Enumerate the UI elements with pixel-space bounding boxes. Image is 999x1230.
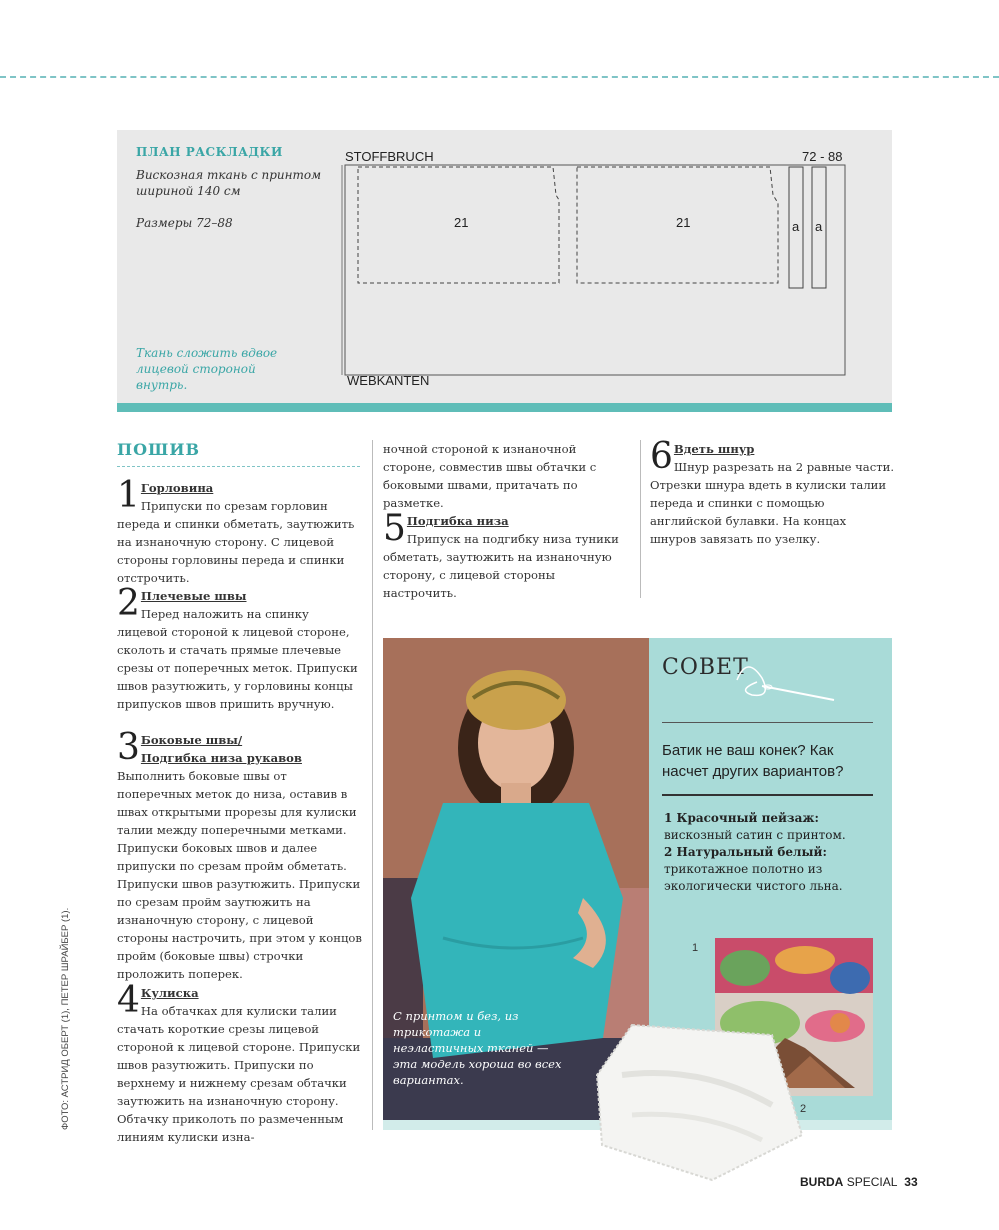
tip-option-1-text: вискозный сатин с принтом. (664, 828, 846, 842)
sewing-title: ПОШИВ (117, 440, 200, 459)
step-text: Шнур разрезать на 2 равные части. Отрезки шнура вдеть в кулиски талии переда и спинки с помощью английской булавки. На концах шнуров завязать по узелку. (650, 460, 895, 546)
magazine-brand: BURDA (800, 1175, 844, 1189)
front-piece-number: 21 (454, 215, 469, 230)
panel-accent-bar (117, 403, 892, 412)
swatch-white-linen (592, 1015, 807, 1185)
back-piece-number: 21 (676, 215, 691, 230)
step-text: Припуск на подгибку низа туники обметать, заутюжить на изнаночную сторону, с лицевой стороны настрочить. (383, 532, 619, 600)
step-heading: Кулиска (140, 986, 199, 1000)
step-5 (383, 508, 628, 602)
step-text: На обтачках для кулиски талии стачать короткие срезы лицевой стороной к лицевой стороне. Припуски швов разутюжить. Припуски по верхнему и нижнему срезам обтачки заутюжить на изнаночную сторону. Обтачку приколоть по размеченным линиям кулиски изна- (117, 1004, 361, 1144)
photo-caption: С принтом и без, из трикотажа и неэластичных тканей — эта модель хороша во всех вариантах. (393, 1009, 562, 1087)
fabric-description: Вискозная ткань с принтом шириной 140 см (136, 168, 322, 198)
step-heading: Боковые швы/ (140, 733, 243, 747)
tip-rule-top (662, 722, 873, 723)
tip-question: Батик не ваш конек? Как насчет других вариантов? (662, 742, 844, 780)
step-heading: Плечевые швы (140, 589, 247, 603)
step-6 (650, 436, 895, 548)
step-number: 6 (650, 436, 673, 477)
fold-note: Ткань сложить вдвое лицевой стороной внутрь. (136, 346, 278, 392)
column-divider-2 (640, 440, 641, 598)
page-number: 33 (904, 1175, 918, 1189)
layout-plan-title: ПЛАН РАСКЛАДКИ (136, 145, 283, 159)
step-heading: Горловина (140, 481, 214, 495)
page-footer (800, 1175, 918, 1189)
top-dashed-rule (0, 76, 999, 78)
step-heading: Подгибка низа (406, 514, 509, 528)
fold-label: STOFFBRUCH (345, 149, 434, 164)
tip-option-1-heading: 1 Красочный пейзаж: (664, 811, 819, 825)
step-text: Припуски по срезам горловин переда и спинки обметать, заутюжить на изнаночную сторону. С лицевой стороны горловины переда и спинки отстрочить. (117, 499, 355, 585)
step-text: Выполнить боковые швы от поперечных меток до низа, оставив в швах открытыми прорезы для кулиски талии между поперечными метками. Припуски боковых швов и далее припуски по срезам пройм обметать. Припуски швов разутюжить. Припуски по срезам пройм заутюжить на изнаночную сторону, с лицевой стороны настрочить, при этом у концов пройм (боковые швы) строчки проложить поперек. (117, 769, 362, 981)
swatch-1-number: 1 (692, 942, 699, 954)
step-heading-2: Подгибка низа рукавов (140, 751, 302, 765)
tip-option-2-heading: 2 Натуральный белый: (664, 845, 827, 859)
photo-credit: ФОТО: АСТРИД ОБЕРТ (1), ПЕТЕР ШРАЙБЕР (1). (60, 907, 71, 1130)
magazine-series: SPECIAL (846, 1175, 897, 1189)
tip-option-2-text: трикотажное полотно из экологически чистого льна. (664, 862, 843, 893)
casing-label-2: a (815, 219, 823, 234)
step-1 (117, 475, 362, 587)
step-text: Перед наложить на спинку лицевой стороной к лицевой стороне, сколоть и стачать прямые плечевые срезы от поперечных меток. Припуски швов разутюжить, у горловины концы припусков швов пришить вручную. (117, 607, 358, 711)
step-heading: Вдеть шнур (673, 442, 755, 456)
cutting-layout-diagram (330, 150, 860, 395)
tip-title: СОВЕТ (662, 655, 749, 680)
sizes-label: Размеры 72–88 (136, 216, 233, 230)
column-divider-1 (372, 440, 373, 1130)
size-range-label: 72 - 88 (802, 149, 843, 164)
sewing-title-rule (117, 466, 360, 467)
step-number: 3 (117, 727, 140, 768)
step-3 (117, 727, 362, 983)
step-number: 1 (117, 475, 140, 516)
step-number: 5 (383, 508, 406, 549)
swatch-2-number: 2 (800, 1103, 807, 1115)
casing-label-1: a (792, 219, 800, 234)
selvage-label: WEBKANTEN (347, 373, 430, 388)
step-2 (117, 583, 362, 713)
step-4 (117, 980, 362, 1146)
step-number: 4 (117, 980, 140, 1021)
tip-rule-bottom (662, 794, 873, 796)
step-4-continued: ночной стороной к изнаночной стороне, совместив швы обтачки с боковыми швами, притачать по разметке. (383, 442, 597, 510)
step-number: 2 (117, 583, 140, 624)
needle-thread-icon (732, 660, 842, 705)
tip-options (664, 810, 879, 895)
